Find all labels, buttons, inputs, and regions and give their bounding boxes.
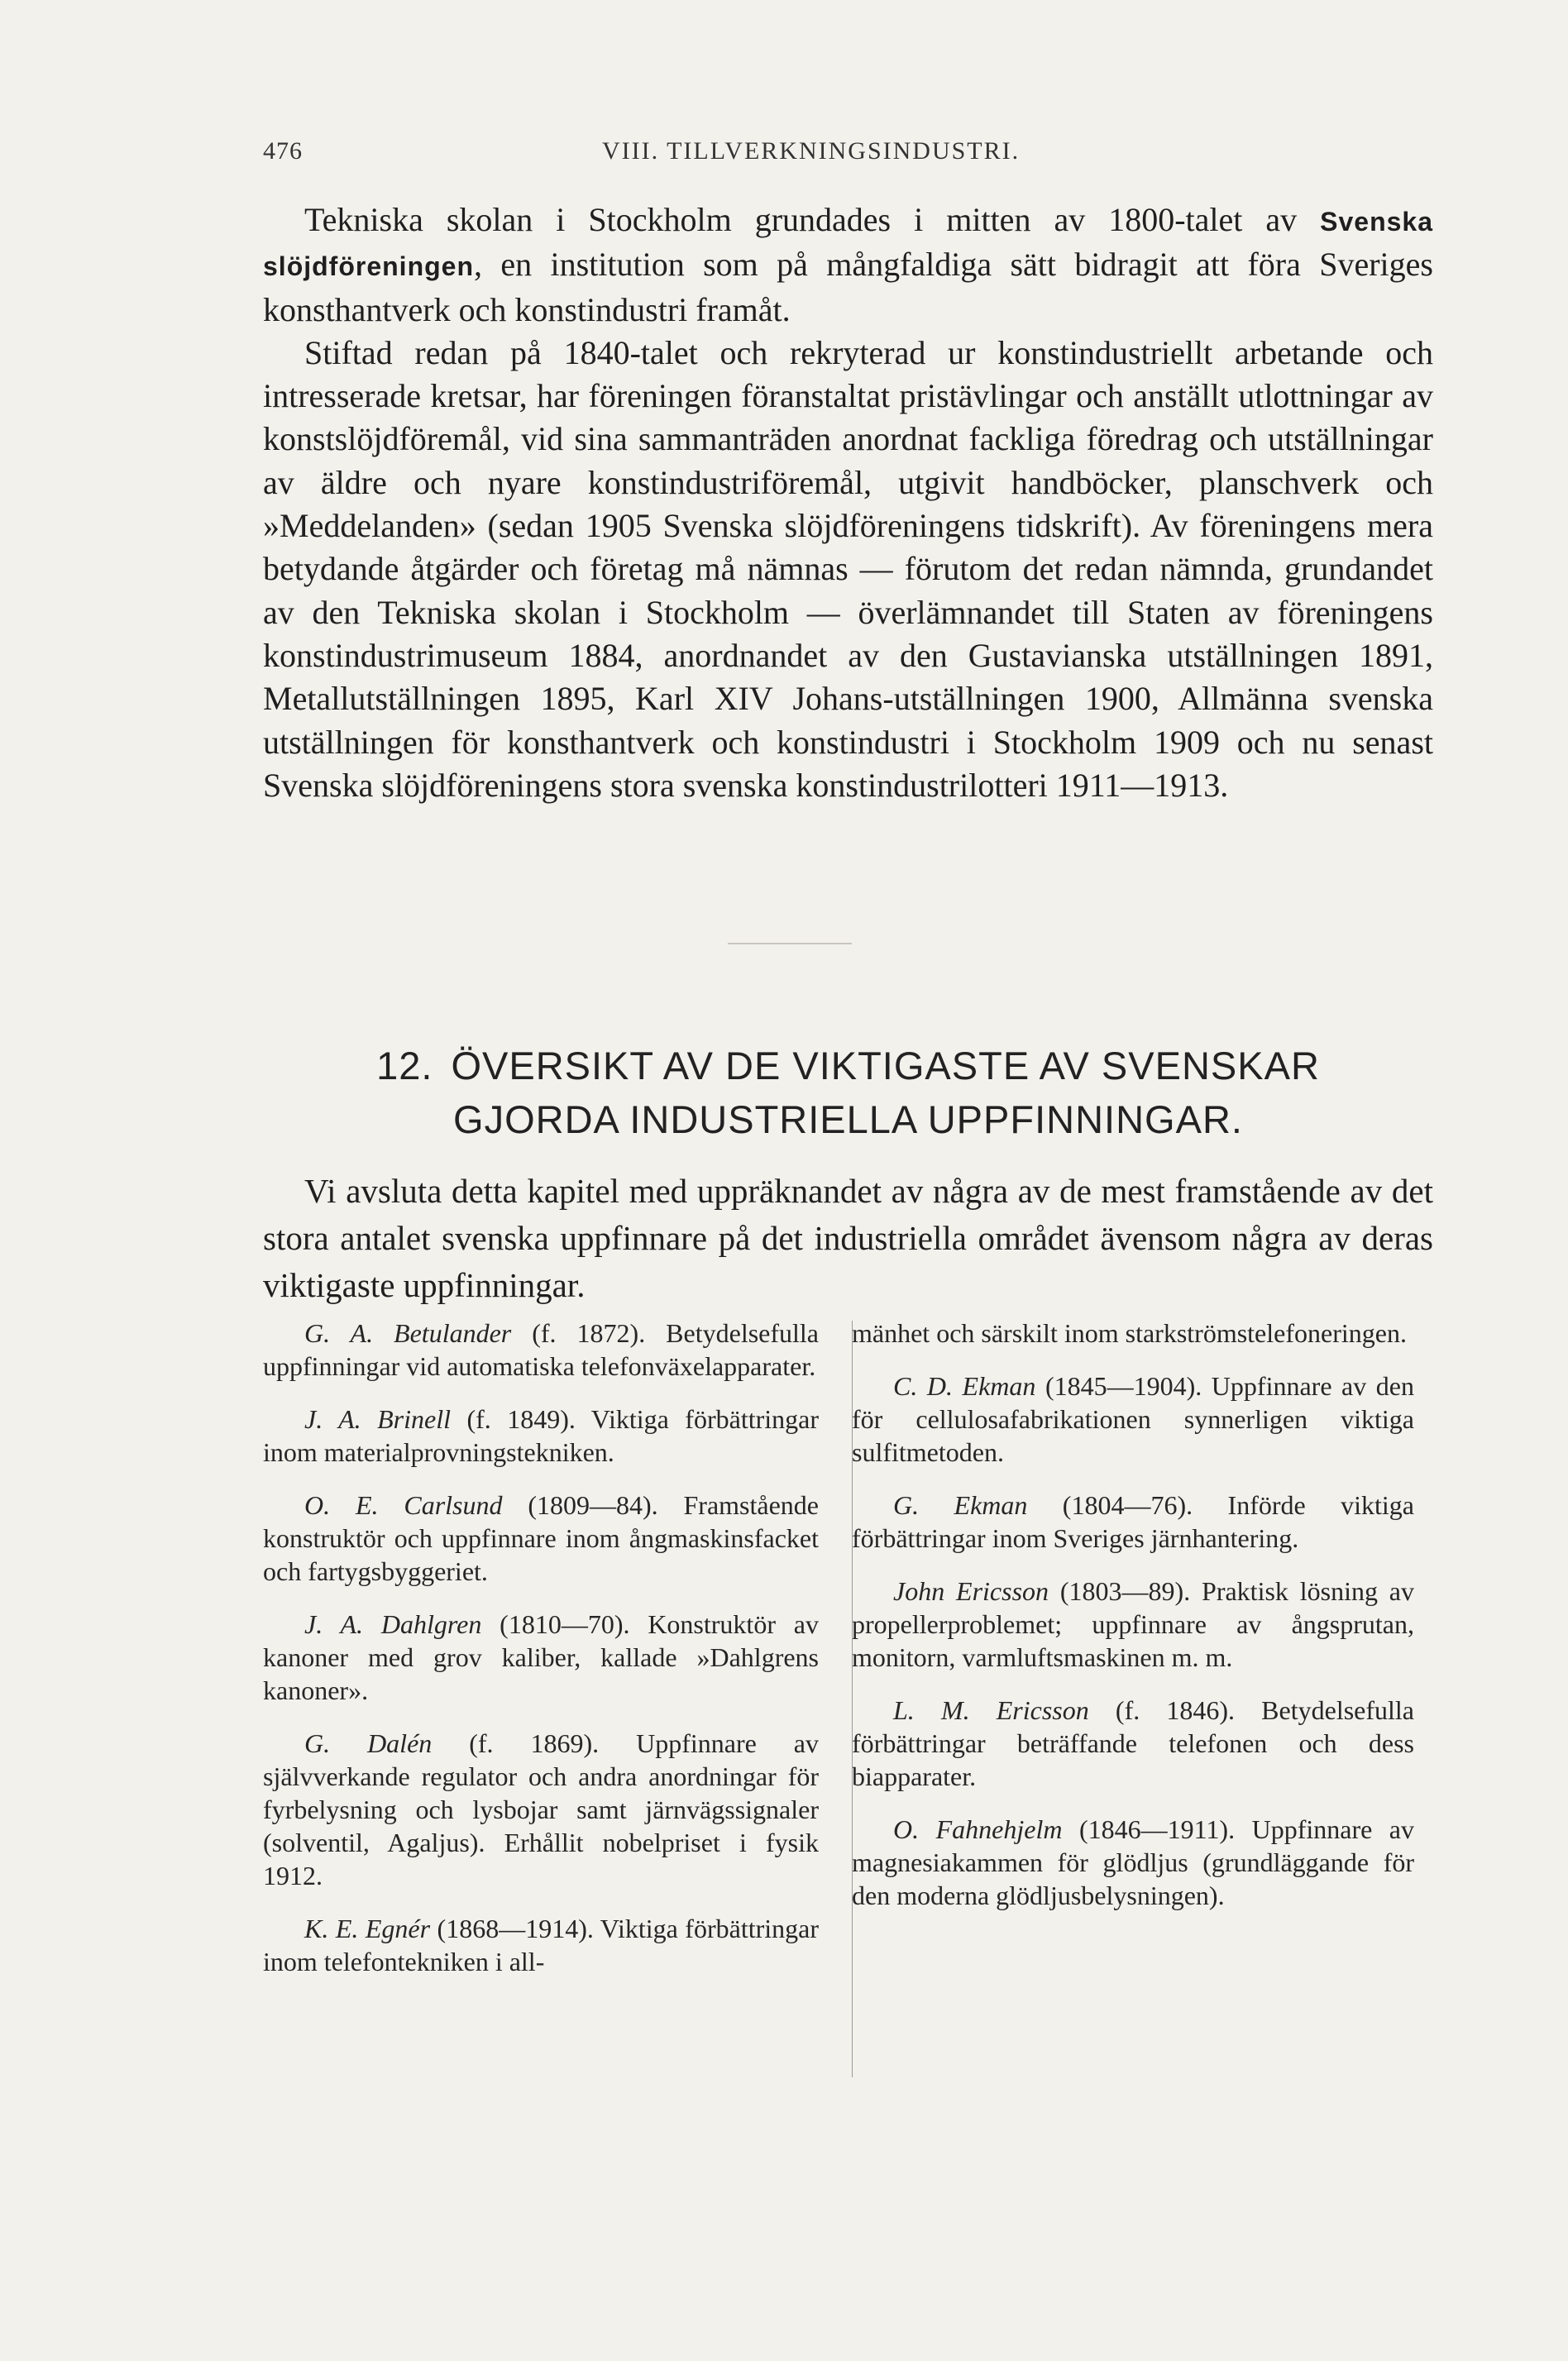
- inventor-name: O. E. Carlsund: [304, 1490, 503, 1520]
- inventor-name: K. E. Egnér: [304, 1914, 431, 1943]
- running-head: [263, 137, 1437, 174]
- inventor-entry: [263, 1912, 819, 1978]
- inventor-entry: [263, 1317, 819, 1383]
- inventor-description: (f. 1872). Betydelsefulla uppfinningar vid automatiska telefonväxelapparater.: [263, 1318, 820, 1381]
- inventor-entry: [852, 1813, 1414, 1912]
- inventor-description: (f. 1869). Uppfinnare av självverkande regulator och andra anordningar för fyrbelysning och lysbojar samt järnvägssignaler (solventil, Agaljus). Erhållit nobelpriset i fysik 1912.: [263, 1728, 820, 1890]
- inventor-entry: [852, 1489, 1414, 1555]
- inventor-entry: [263, 1727, 819, 1892]
- inventor-description: (f. 1849). Viktiga förbättringar inom materialprovningstekniken.: [263, 1404, 820, 1467]
- intro-paragraph: Vi avsluta detta kapitel med uppräknandet av några av de mest framstående av det stora antalet svenska uppfinnare på det industriella området ävensom några av deras viktigaste uppfinningar.: [263, 1172, 1433, 1304]
- inventor-name: L. M. Ericsson: [893, 1695, 1089, 1725]
- section-divider: [728, 943, 852, 944]
- inventor-entry: [852, 1575, 1414, 1674]
- body-paragraph-2: Stiftad redan på 1840-talet och rekryterad ur konstindustriellt arbetande och intresserade kretsar, har föreningen föranstaltat pristävlingar och anställt utlottningar av konstslöjdföremål, vid sina sammanträden anordnat fackliga föredrag och utställningar av äldre och nyare konstindustriföremål, utgivit handböcker, planschverk och »Meddelanden» (sedan 1905 Svenska slöjdföreningens tidskrift). Av föreningens mera betydande åtgärder och företag må nämnas — förutom det redan nämnda, grundandet av den Tekniska skolan i Stockholm — överlämnandet till Staten av föreningens konstindustrimuseum 1884, anordnandet av den Gustavianska utställningen 1891, Metallutställningen 1895, Karl XIV Johans-utställningen 1900, Allmänna svenska utställningen för konsthantverk och konstindustri i Stockholm 1909 och nu senast Svenska slöjdföreningens stora svenska konstindustrilotteri 1911—1913.: [263, 333, 1433, 804]
- inventor-description: (1810—70). Konstruktör av kanoner med grov kaliber, kallade »Dahlgrens kanoner».: [263, 1609, 820, 1705]
- section-number: 12.: [376, 1044, 433, 1087]
- right-column: [852, 1317, 1414, 1932]
- inventor-name: J. A. Brinell: [304, 1404, 451, 1434]
- body-paragraph-1-text-b: , en institution som på mångfaldiga sätt bidragit att föra Sveriges konsthantverk och konstindustri framåt.: [263, 246, 1433, 328]
- body-paragraph-1-emphasis: Svenska slöjdföreningen: [263, 207, 1433, 282]
- inventor-description: (1846—1911). Uppfinnare av magnesiakammen för glödljus (grundläggande för den moderna glödljusbelysningen).: [852, 1814, 1414, 1910]
- inventor-name: G. A. Betulander: [304, 1318, 512, 1348]
- inventor-name: G. Dalén: [304, 1728, 433, 1758]
- page-number: 476: [263, 137, 303, 165]
- section-title-line-2: GJORDA INDUSTRIELLA UPPFINNINGAR.: [453, 1097, 1243, 1141]
- inventor-entry: [263, 1608, 819, 1707]
- chapter-body: [263, 198, 1433, 807]
- inventor-description: (1868—1914). Viktiga förbättringar inom telefontekniken i all-: [263, 1914, 820, 1976]
- left-column: [263, 1317, 819, 1998]
- inventor-entry: [263, 1403, 819, 1469]
- inventor-description: (1809—84). Framstående konstruktör och uppfinnare inom ångmaskinsfacket och fartygsbyggeriet.: [263, 1490, 820, 1586]
- right-column-continuation: mänhet och särskilt inom starkströmstelefoneringen.: [852, 1318, 1407, 1348]
- inventor-description: (1803—89). Praktisk lösning av propellerproblemet; uppfinnare av ångsprutan, monitorn, varmluftsmaskinen m. m.: [852, 1576, 1415, 1672]
- inventor-name: G. Ekman: [893, 1490, 1028, 1520]
- section-intro: [263, 1168, 1433, 1309]
- inventor-description: (1804—76). Införde viktiga förbättringar inom Sveriges järnhantering.: [852, 1490, 1415, 1553]
- inventor-name: J. A. Dahlgren: [304, 1609, 482, 1639]
- body-paragraph-1-text-a: Tekniska skolan i Stockholm grundades i mitten av 1800-talet av: [304, 201, 1321, 238]
- inventor-description: (f. 1846). Betydelsefulla förbättringar beträffande telefonen och dess biapparater.: [852, 1695, 1415, 1791]
- inventor-entry: [852, 1694, 1414, 1793]
- inventor-list: [263, 1317, 1437, 2086]
- inventor-name: John Ericsson: [893, 1576, 1049, 1606]
- column-divider: [852, 1321, 853, 2077]
- inventor-name: O. Fahnehjelm: [893, 1814, 1063, 1844]
- running-title: VIII. TILLVERKNINGSINDUSTRI.: [602, 137, 1021, 165]
- section-title-line-1: ÖVERSIKT AV DE VIKTIGASTE AV SVENSKAR: [451, 1044, 1320, 1087]
- inventor-entry: [852, 1369, 1414, 1469]
- section-heading-line-1: [263, 1039, 1433, 1092]
- section-heading: [263, 1039, 1433, 1146]
- inventor-description: (1845—1904). Uppfinnare av den för cellulosafabrikationen synnerligen viktiga sulfitmetoden.: [852, 1371, 1415, 1467]
- inventor-name: C. D. Ekman: [893, 1371, 1036, 1401]
- inventor-entry: [263, 1489, 819, 1588]
- body-paragraph-1: [263, 198, 1433, 332]
